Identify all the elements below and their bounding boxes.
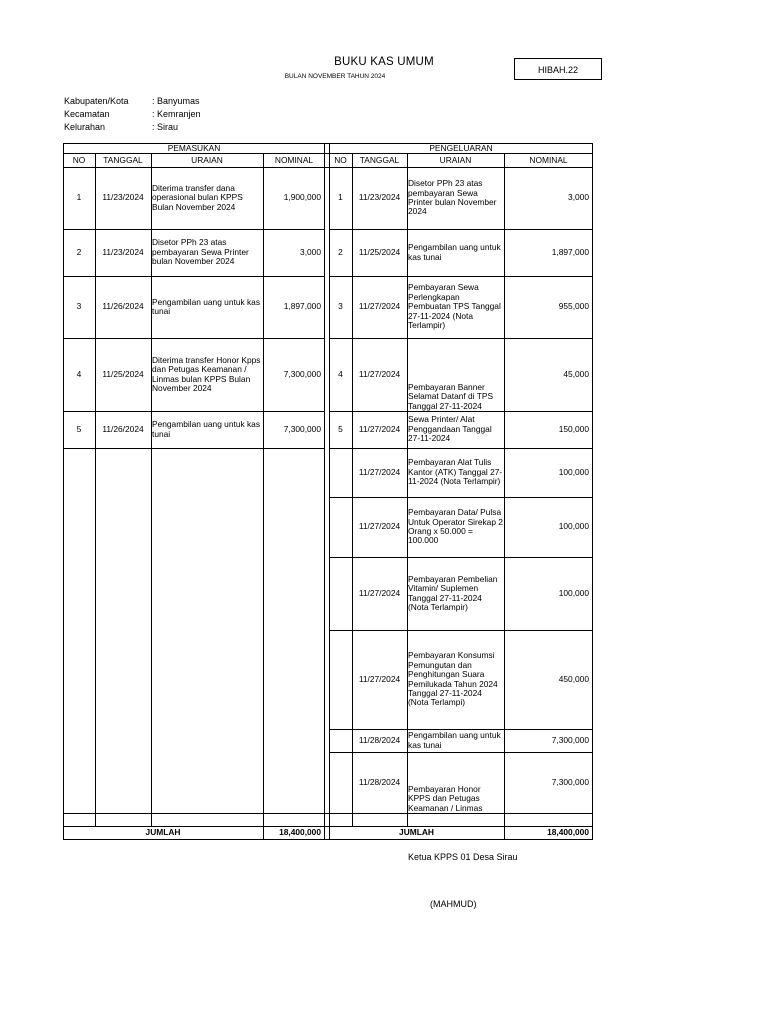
pengeluaran-nominal <box>504 557 589 630</box>
pengeluaran-tanggal <box>352 338 407 411</box>
pemasukan-tanggal-text: 11/23/2024 <box>102 246 144 257</box>
pengeluaran-nominal-text: 1,897,000 <box>551 246 589 257</box>
column-header-text: NO <box>334 154 347 165</box>
pengeluaran-nominal-text: 100,000 <box>558 466 589 477</box>
footer-column-line <box>504 826 505 839</box>
pengeluaran-no-text: 1 <box>338 192 343 203</box>
pengeluaran-uraian <box>408 752 504 813</box>
pemasukan-uraian <box>152 167 262 229</box>
pemasukan-tanggal <box>95 167 151 229</box>
jumlah-pemasukan-value-text: 18,400,000 <box>279 827 321 838</box>
table-bottom-border <box>63 839 593 840</box>
pengeluaran-uraian-text: Pengambilan uang untuk kas tunai <box>408 730 501 750</box>
column-header <box>504 154 593 167</box>
pemasukan-no <box>63 229 95 276</box>
pemasukan-nominal <box>263 229 321 276</box>
pengeluaran-nominal <box>504 229 589 276</box>
pemasukan-tanggal <box>95 338 151 411</box>
pengeluaran-tanggal-text: 11/28/2024 <box>358 734 401 745</box>
column-header-text: TANGGAL <box>359 154 400 165</box>
jumlah-pengeluaran-label <box>329 827 504 839</box>
pengeluaran-uraian <box>408 338 504 411</box>
pemasukan-no-text: 1 <box>76 192 82 203</box>
pengeluaran-no <box>329 557 352 630</box>
signature-name: (MAHMUD) <box>430 899 477 909</box>
pengeluaran-uraian <box>408 729 504 752</box>
pengeluaran-tanggal <box>352 497 407 557</box>
pemasukan-uraian <box>152 276 262 338</box>
column-header-text: NO <box>72 154 86 165</box>
pengeluaran-tanggal <box>352 167 407 229</box>
pemasukan-nominal <box>263 411 321 448</box>
page-subtitle: BULAN NOVEMBER TAHUN 2024 <box>284 73 386 80</box>
pemasukan-uraian <box>152 411 262 448</box>
pengeluaran-no <box>329 338 352 411</box>
pengeluaran-no <box>329 411 352 448</box>
pemasukan-nominal-text: 7,300,000 <box>283 423 321 434</box>
info-row-kabupaten <box>64 95 201 108</box>
pemasukan-uraian-text: Pengambilan uang untuk kas tunai <box>152 419 261 439</box>
column-header-text: TANGGAL <box>103 154 143 165</box>
column-header <box>95 154 151 167</box>
pemasukan-no <box>63 167 95 229</box>
jumlah-pengeluaran-label-text: JUMLAH <box>399 827 434 838</box>
pengeluaran-uraian-text: Pembayaran Pembelian Vitamin/ Suplemen Tanggal 27-11-2024 (Nota Terlampir) <box>408 573 498 612</box>
pengeluaran-nominal-text: 45,000 <box>563 368 589 379</box>
column-header <box>407 154 504 167</box>
info-value: : Kemranjen <box>152 109 201 119</box>
signature-role: Ketua KPPS 01 Desa Sirau <box>408 852 518 862</box>
pengeluaran-uraian-text: Pembayaran Honor KPPS dan Petugas Keamanan / Linmas <box>408 783 483 813</box>
pengeluaran-tanggal-text: 11/25/2024 <box>358 246 401 257</box>
pemasukan-no-text: 5 <box>76 423 82 434</box>
pengeluaran-nominal <box>504 276 589 338</box>
pemasukan-tanggal <box>95 276 151 338</box>
jumlah-pemasukan-label <box>63 827 263 839</box>
pemasukan-uraian <box>152 229 262 276</box>
pengeluaran-tanggal <box>352 229 407 276</box>
cash-book-table <box>63 143 593 839</box>
pemasukan-nominal-text: 3,000 <box>300 246 321 257</box>
jumlah-pengeluaran-value <box>504 827 589 839</box>
pemasukan-nominal-text: 1,900,000 <box>283 192 321 203</box>
pengeluaran-nominal-text: 150,000 <box>558 423 589 434</box>
pemasukan-no <box>63 276 95 338</box>
pengeluaran-uraian <box>408 276 504 338</box>
pengeluaran-uraian <box>408 497 504 557</box>
pengeluaran-nominal-text: 955,000 <box>558 301 589 312</box>
pengeluaran-no-text: 3 <box>338 301 343 312</box>
pemasukan-uraian-text: Pengambilan uang untuk kas tunai <box>152 296 261 316</box>
footer-column-line <box>263 826 264 839</box>
pengeluaran-uraian-text: Pembayaran Banner Selamat Datanf di TPS Tanggal 27-11-2024 <box>408 381 494 411</box>
pengeluaran-tanggal <box>352 411 407 448</box>
pengeluaran-tanggal-text: 11/27/2024 <box>358 521 401 532</box>
pengeluaran-nominal <box>504 630 589 729</box>
column-header <box>151 154 263 167</box>
pengeluaran-nominal <box>504 497 589 557</box>
pengeluaran-tanggal <box>352 276 407 338</box>
pengeluaran-no <box>329 752 352 813</box>
pengeluaran-uraian-text: Disetor PPh 23 atas pembayaran Sewa Printer bulan November 2024 <box>408 178 497 217</box>
pemasukan-uraian-text: Disetor PPh 23 atas pembayaran Sewa Printer bulan November 2024 <box>152 237 249 267</box>
pengeluaran-tanggal <box>352 630 407 729</box>
pengeluaran-no <box>329 497 352 557</box>
pemasukan-nominal <box>263 276 321 338</box>
pengeluaran-tanggal <box>352 557 407 630</box>
pengeluaran-no <box>329 229 352 276</box>
column-header-text: URAIAN <box>439 154 472 165</box>
pengeluaran-title-text: PENGELUARAN <box>429 142 493 153</box>
pengeluaran-tanggal <box>352 729 407 752</box>
pengeluaran-nominal-text: 100,000 <box>558 587 589 598</box>
pengeluaran-nominal-text: 450,000 <box>558 673 589 684</box>
pengeluaran-nominal-text: 7,300,000 <box>551 734 589 745</box>
pemasukan-nominal-text: 1,897,000 <box>283 301 321 312</box>
half-divider-left <box>324 143 325 840</box>
pengeluaran-tanggal-text: 11/27/2024 <box>358 301 401 312</box>
pengeluaran-no <box>329 167 352 229</box>
pengeluaran-no-text: 5 <box>338 423 343 434</box>
pengeluaran-uraian <box>408 630 504 729</box>
pengeluaran-uraian-text: Pembayaran Alat Tulis Kantor (ATK) Tanggal 27-11-2024 (Nota Terlampir) <box>408 457 503 487</box>
pengeluaran-tanggal-text: 11/27/2024 <box>358 466 401 477</box>
pemasukan-tanggal <box>95 411 151 448</box>
pengeluaran-no-text: 2 <box>338 246 343 257</box>
pengeluaran-tanggal-text: 11/23/2024 <box>358 192 401 203</box>
pengeluaran-uraian <box>408 448 504 497</box>
pemasukan-nominal <box>263 167 321 229</box>
jumlah-pemasukan-value <box>263 827 321 839</box>
pemasukan-tanggal <box>95 229 151 276</box>
info-label: Kecamatan <box>64 109 110 119</box>
table-right-border <box>592 143 593 840</box>
pemasukan-tanggal-text: 11/26/2024 <box>102 423 144 434</box>
pemasukan-uraian-text: Diterima transfer dana operasional bulan KPPS Bulan November 2024 <box>152 182 243 212</box>
pemasukan-title <box>63 144 325 153</box>
pengeluaran-tanggal-text: 11/27/2024 <box>358 368 401 379</box>
pengeluaran-no <box>329 630 352 729</box>
info-label: Kabupaten/Kota <box>64 96 129 106</box>
pengeluaran-no <box>329 448 352 497</box>
pengeluaran-uraian <box>408 411 504 448</box>
column-header <box>352 154 407 167</box>
pemasukan-title-text: PEMASUKAN <box>167 142 221 153</box>
jumlah-pengeluaran-value-text: 18,400,000 <box>547 827 589 838</box>
pengeluaran-tanggal-text: 11/27/2024 <box>358 587 401 598</box>
pengeluaran-tanggal <box>352 448 407 497</box>
column-header <box>329 154 352 167</box>
info-value: : Banyumas <box>152 96 200 106</box>
pemasukan-tanggal-text: 11/23/2024 <box>102 192 144 203</box>
page-title: BUKU KAS UMUM <box>334 56 434 68</box>
pengeluaran-nominal-text: 3,000 <box>568 192 589 203</box>
column-header <box>63 154 95 167</box>
region-info <box>64 95 201 134</box>
row-line <box>329 813 593 814</box>
pengeluaran-nominal <box>504 729 589 752</box>
pengeluaran-tanggal-text: 11/28/2024 <box>358 776 401 787</box>
pengeluaran-nominal <box>504 448 589 497</box>
hibah-code-box: HIBAH.22 <box>514 58 602 80</box>
pengeluaran-nominal-text: 100,000 <box>558 521 589 532</box>
column-header-text: NOMINAL <box>274 154 314 165</box>
pengeluaran-uraian-text: Pengambilan uang untuk kas tunai <box>408 242 501 262</box>
pengeluaran-uraian-text: Sewa Printer/ Alat Penggandaan Tanggal 27-11-2024 <box>408 414 492 444</box>
pemasukan-tanggal-text: 11/25/2024 <box>102 368 144 379</box>
info-value: : Sirau <box>152 122 179 132</box>
pengeluaran-nominal-text: 7,300,000 <box>551 776 589 787</box>
pengeluaran-no <box>329 729 352 752</box>
pengeluaran-nominal <box>504 411 589 448</box>
pengeluaran-nominal <box>504 167 589 229</box>
info-row-kelurahan <box>64 121 201 134</box>
pengeluaran-uraian <box>408 557 504 630</box>
column-header-text: NOMINAL <box>529 154 568 165</box>
pemasukan-no-text: 2 <box>76 246 82 257</box>
pengeluaran-uraian-text: Pembayaran Data/ Pulsa Untuk Operator Sirekap 2 Orang x 50.000 = 100.000 <box>408 507 503 546</box>
pengeluaran-no <box>329 276 352 338</box>
pengeluaran-tanggal-text: 11/27/2024 <box>358 673 401 684</box>
pengeluaran-nominal <box>504 338 589 411</box>
pemasukan-uraian-text: Diterima transfer Honor Kpps dan Petugas Keamanan / Linmas bulan KPPS Bulan November 2024 <box>152 354 261 393</box>
pengeluaran-uraian <box>408 167 504 229</box>
pemasukan-no <box>63 338 95 411</box>
pemasukan-no <box>63 411 95 448</box>
info-label: Kelurahan <box>64 122 106 132</box>
column-header <box>263 154 325 167</box>
pengeluaran-nominal <box>504 752 589 813</box>
pengeluaran-title <box>329 144 593 153</box>
pengeluaran-uraian-text: Pembayaran Konsumsi Pemungutan dan Penghitungan Suara Pemilukada Tahun 2024 Tanggal 27-11-2024 (Nota Terlampi) <box>408 650 498 708</box>
pemasukan-no-text: 4 <box>76 368 82 379</box>
jumlah-pemasukan-label-text: JUMLAH <box>145 827 181 838</box>
pengeluaran-uraian <box>408 229 504 276</box>
pemasukan-nominal-text: 7,300,000 <box>283 368 321 379</box>
pengeluaran-tanggal-text: 11/27/2024 <box>358 423 401 434</box>
pemasukan-nominal <box>263 338 321 411</box>
pengeluaran-no-text: 4 <box>338 368 343 379</box>
pemasukan-no-text: 3 <box>76 301 82 312</box>
pengeluaran-tanggal <box>352 752 407 813</box>
pengeluaran-uraian-text: Pembayaran Sewa Perlengkapan Pembuatan TPS Tanggal 27-11-2024 (Nota Terlampir) <box>408 282 501 331</box>
info-row-kecamatan <box>64 108 201 121</box>
pemasukan-uraian <box>152 338 262 411</box>
column-header-text: URAIAN <box>191 154 223 165</box>
row-line <box>63 448 325 449</box>
pemasukan-tanggal-text: 11/26/2024 <box>102 301 144 312</box>
